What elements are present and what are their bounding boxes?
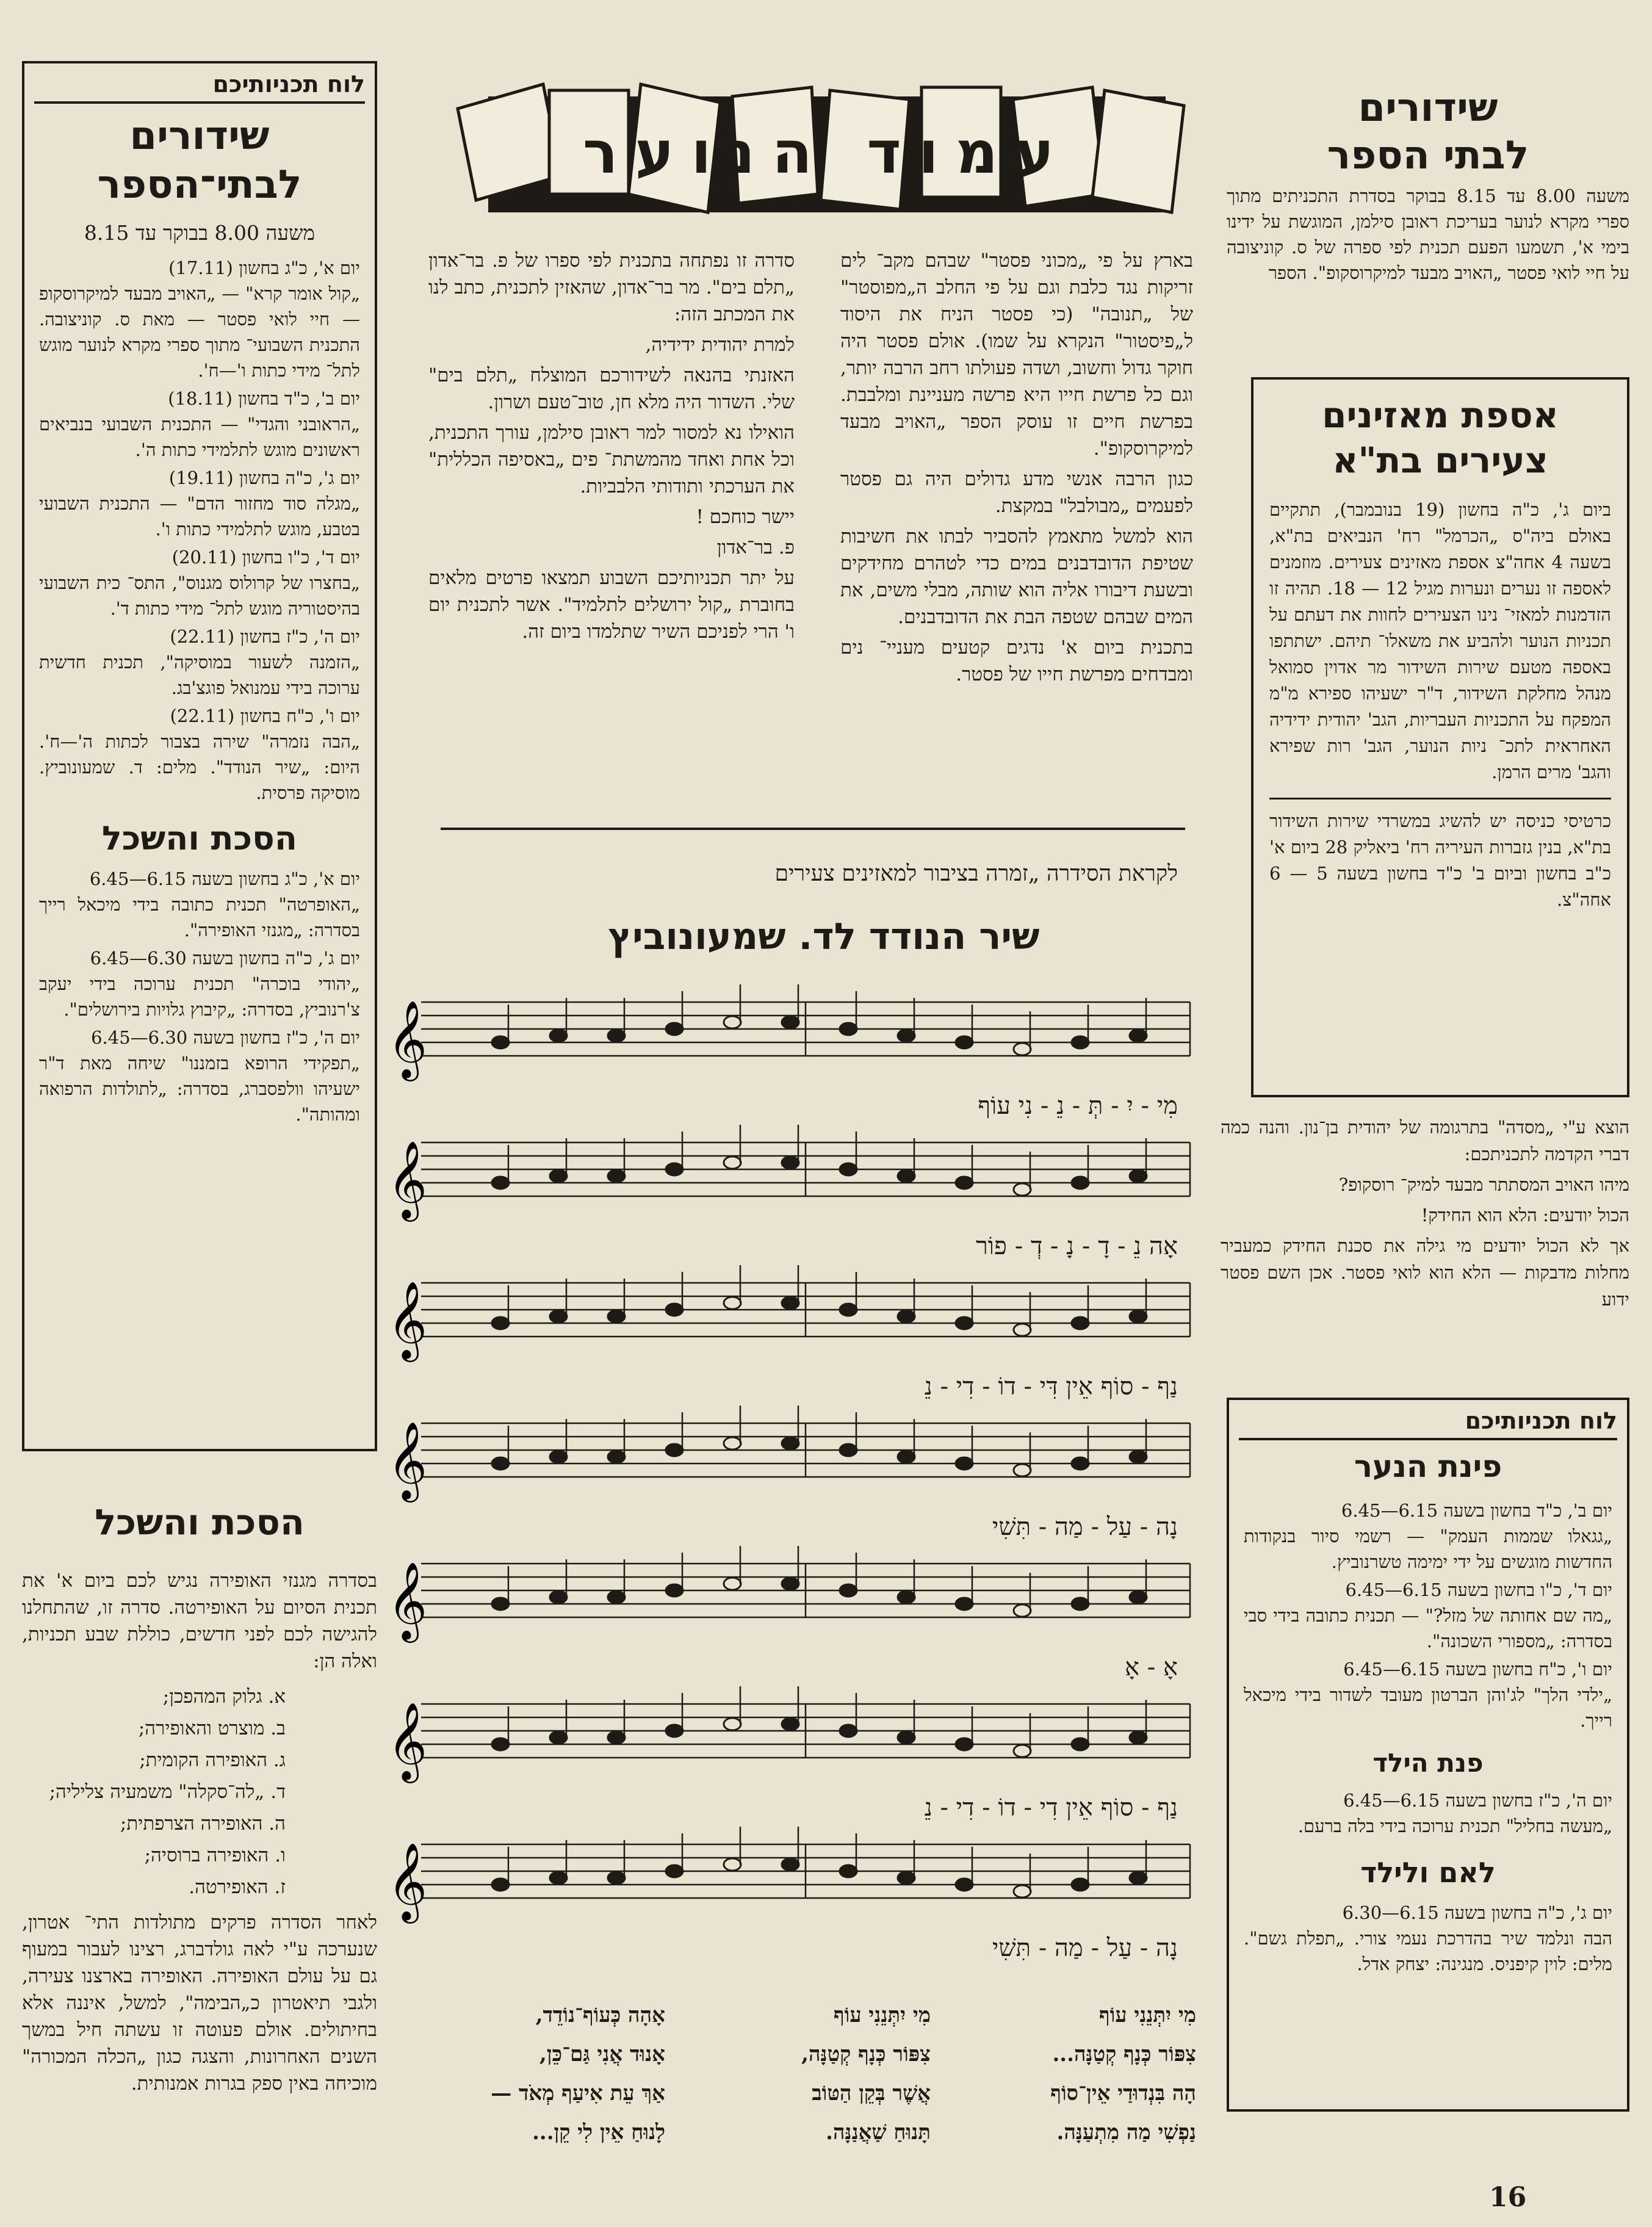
paragraph: על יתר תכניותיכם השבוע תמצאו פרטים מלאים בחוברת „קול ירושלים לתלמיד". אשר לתכנית יום ו' הרי לפניכם השיר שתלמדו ביום זה. <box>428 567 795 643</box>
song-verse <box>958 1996 1196 2179</box>
paragraph: אך לא הכול יודעים מי גילה את סכנת החידק כמעביר מחלות מדבקות — הלא הוא לואי פסטר. אכן השם פסטר ידוע <box>1221 1235 1629 1310</box>
music-note <box>782 1578 799 1590</box>
schedule-entry <box>1244 1788 1612 1839</box>
music-note <box>724 1437 741 1449</box>
haskit-intro: בסדרה מגנזי האופירה נגיש לכם ביום א' את תכנית הסיום על האופירטה. סדרה זו, שהתחלנו להגישה לכם לפני חדשים, כוללת שבע תכניות, ואלה הן: <box>22 1570 377 1672</box>
left-box-subheader: הסכת והשכל <box>102 819 297 857</box>
music-note <box>956 1457 973 1470</box>
music-note <box>666 1725 683 1737</box>
music-note <box>898 1310 915 1323</box>
music-note <box>898 1591 915 1603</box>
youth-corner-title: פינת הנער <box>1354 1449 1502 1484</box>
mother-child-entries <box>1244 1900 1612 1977</box>
music-note <box>550 1872 567 1884</box>
opera-program-item: ו. האופירה ברוסיה; <box>144 1844 286 1866</box>
music-note <box>782 1437 799 1449</box>
assembly-paragraph: ביום ג', כ"ה בחשון (19 בנובמבר), תתקיים באולם ביה"ס „הכרמל" רח' הנביאים בת"א, בשעה 4 אחה"צ אספת מאזינים צעירים. מוזמנים לאספה זו נערים ונערות מגיל 12 — 18. תהיה זו הזדמנות למאזי־ נינו הצעירים לחוות את דעתם על תכניות הנוער ולהביע את משאלו־ תיהם. ישתתפו באספה מטעם שירות השידור מר אדוין סמואל מנהל מחלקת השידור, ד"ר ישעיהו ספירא מ"מ המפקח על התכניות העבריות, הגב' יהודית ידידיה האחראית לתכ־ ניות הנוער, הגב' רות שפירא והגב' מרים הרמן. <box>1269 499 1612 782</box>
schedule-entry-text: „גגאלו שממות העמק" — רשמי סיור בנקודות החדשות מוגשים על ידי ימימה טשרנוביץ. <box>1244 1526 1612 1572</box>
paragraph: כגון הרבה אנשי מדע גדולים היה גם פסטר לפעמים „מבולבל" במקצת. <box>840 468 1193 517</box>
schedule-entry-date: יום ג', כ"ה בחשון (19.11) <box>168 467 360 488</box>
schedule-entry-date: יום ד', כ"ו בחשון (20.11) <box>171 547 360 568</box>
music-note <box>898 1731 915 1744</box>
music-note <box>1130 1170 1147 1182</box>
schedule-entry <box>39 1025 360 1127</box>
left-box-entries <box>39 255 360 806</box>
music-lyric-line: אָה נֵ - דָ - נָ - דְ - פוֹר <box>976 1232 1178 1260</box>
schedule-entry-text: „הראובני והגדי" — התכנית השבועי בנביאים ראשונים מוגש לתלמידי כתות ה'. <box>39 414 360 460</box>
schedule-entry <box>39 866 360 943</box>
left-box-time: משעה 8.00 בבוקר עד 8.15 <box>84 221 316 245</box>
schedule-entry-date: יום ד', כ"ו בחשון בשעה 6.15—6.45 <box>1345 1579 1612 1600</box>
music-note <box>550 1030 567 1042</box>
music-note <box>840 1444 857 1456</box>
schedule-entry-date: יום ג', כ"ה בחשון בשעה 6.30—6.45 <box>90 948 360 969</box>
paragraph: הכול יודעים: הלא הוא החידק! <box>1421 1205 1629 1225</box>
music-note <box>956 1317 973 1329</box>
schedule-entry <box>1244 1577 1612 1654</box>
music-note <box>1072 1036 1089 1049</box>
treble-clef-icon: 𝄞 <box>387 1561 427 1639</box>
schedule-entry <box>1244 1498 1612 1575</box>
music-note <box>956 1036 973 1049</box>
music-staff <box>388 1546 1190 1681</box>
opera-program-item: ב. מוצרט והאופירה; <box>138 1717 286 1739</box>
right-after-box <box>1221 1114 1629 1316</box>
schedule-entry-text: „יהודי בוכרה" תכנית ערוכה בידי יעקב צ'רנוביץ, בסדרה: „קיבוץ גלויות בירושלים". <box>39 973 360 1020</box>
center-article-col-b <box>428 247 795 818</box>
music-note <box>666 1163 683 1175</box>
paragraph: האזנתי בהנאה לשידורכם המוצלח „תלם בים" שלי. השדור היה מלא חן, טוב־טעם ושרון. <box>428 364 795 413</box>
schedule-entry-text: „האופרטה" תכנית כתובה בידי מיכאל רייך בסדרה: „מגנזי האופירה". <box>39 894 360 940</box>
paragraph: בארץ על פי „מכוני פסטר" שבהם מקב־ לים זריקות נגד כלבת וגם על פי החלב ה„מפוסטר" של „תנובה" (כי פסטר הניח את היסוד ל„פיסטור" הנקרא על שמו). אולם פסטר היה חוקר גדול וחשוב, ושדה פעולתו רחב הרבה יותר, וגם כל פרשת חייו היא פרשה מעניינת ומלבבת. בפרשת חיים זו עוסק הספר „האויב מבעד למיקרוסקופ". <box>840 250 1193 460</box>
schedule-entry-text: „ילדי הלך" לג'והן הברטון מעובד לשדור בידי מיכאל רייך. <box>1244 1684 1612 1731</box>
left-box-title-1: שידורים <box>129 114 270 159</box>
treble-clef-icon: 𝄞 <box>387 1842 427 1920</box>
music-note <box>898 1451 915 1463</box>
schedule-entry-date: יום ו', כ"ח בחשון (22.11) <box>170 706 360 726</box>
left-box-title-2: לבתי־הספר <box>97 162 302 208</box>
paragraph: בתכנית ביום א' נדגים קטעים מעניי־ נים ומבדחים מפרשת חייו של פסטר. <box>840 637 1193 685</box>
schedule-entry-date: יום א', כ"ג בחשון (17.11) <box>168 258 360 278</box>
music-note <box>1014 1183 1031 1196</box>
left-box-header: לוח תכניותיכם <box>34 71 365 104</box>
page-number: 16 <box>1489 2182 1527 2213</box>
child-corner-title: פנת הילד <box>1372 1748 1484 1778</box>
music-note <box>1072 1879 1089 1891</box>
schedule-entry-date: יום ב', כ"ד בחשון (18.11) <box>168 388 360 409</box>
child-corner-entries <box>1244 1788 1612 1839</box>
music-note <box>550 1310 567 1323</box>
music-note <box>1072 1177 1089 1189</box>
music-note <box>840 1163 857 1175</box>
opera-program-item: ג. האופירה הקומית; <box>139 1749 286 1771</box>
schedule-entry-date: יום ה', כ"ז בחשון בשעה 6.30—6.45 <box>91 1027 360 1048</box>
music-note <box>898 1030 915 1042</box>
schedule-entry-text: הבה ונלמד שיר בהדרכת נעמי צורי. „תפלת גשם". מלים: לוין קיפניס. מנגינה: יצחק אדל. <box>1244 1928 1612 1974</box>
assembly-tickets: כרטיסי כניסה יש להשיג במשרדי שירות השידור בת"א, בנין גזברות העיריה רח' ביאליק 28 ביום א' כ"ב בחשון וביום ב' כ"ד בחשון בשעה 5 — 6 אחה"צ. <box>1269 810 1612 910</box>
music-note <box>608 1170 625 1182</box>
music-note <box>1014 1745 1031 1757</box>
music-note <box>1072 1598 1089 1610</box>
paragraph: פ. בר־אדון <box>716 536 795 558</box>
treble-clef-icon: 𝄞 <box>387 1421 427 1499</box>
song-verse <box>693 1996 931 2179</box>
haskit-title: הסכת והשכל <box>95 1501 305 1543</box>
music-note <box>1130 1591 1147 1603</box>
music-staff <box>388 1686 1190 1822</box>
opera-program-list <box>22 1681 286 1903</box>
music-note <box>1072 1738 1089 1750</box>
music-note <box>608 1030 625 1042</box>
song-verse-line: צִפּוֹר כְּנָף קְטַנָּה, <box>801 2042 931 2066</box>
youth-corner-entries <box>1244 1498 1612 1733</box>
music-note <box>724 1157 741 1169</box>
music-note <box>1130 1310 1147 1323</box>
music-note <box>666 1584 683 1597</box>
music-note <box>956 1598 973 1610</box>
song-verse-line: מִי יִתְּנֵנִי עוֹף <box>1099 2003 1196 2027</box>
schedule-entry <box>39 386 360 463</box>
music-note <box>492 1598 509 1610</box>
music-note <box>492 1879 509 1891</box>
song-verse-line: מִי יִתְּנֵנִי עוֹף <box>834 2003 931 2027</box>
schedule-entry-text: „תפקידי הרופא בזמננו" שיחה מאת ד"ר ישעיהו וולפסברג, בסדרה: „לתולדות הרפואה ומהותה". <box>39 1053 360 1125</box>
music-note <box>782 1157 799 1169</box>
paragraph: הואילו נא למסור למר ראובן סילמן, עורך התכנית, וכל אחת ואחד מהמשתת־ פים „באסיפה הכללית" את הערכתי ותודותי הלבביות. <box>428 422 795 497</box>
schedule-entry <box>39 255 360 383</box>
schedule-entry-text: „מעשה בחליל" תכנית ערוכה בידי בלה ברעם. <box>1297 1816 1612 1836</box>
song-verse-line: צִפּוֹר כְּנָף קְטַנָּה... <box>1052 2042 1196 2066</box>
logo-youth-page <box>452 72 1202 237</box>
music-note <box>550 1451 567 1463</box>
music-note <box>956 1738 973 1750</box>
schedule-entry <box>39 624 360 701</box>
music-note <box>666 1304 683 1316</box>
music-note <box>608 1872 625 1884</box>
music-note <box>608 1731 625 1744</box>
song-title: שיר הנודד לד. שמעונוביץ <box>608 915 1040 958</box>
music-note <box>666 1023 683 1035</box>
treble-clef-icon: 𝄞 <box>387 1702 427 1780</box>
center-article-col-a <box>840 247 1193 818</box>
music-note <box>608 1310 625 1323</box>
treble-clef-icon: 𝄞 <box>387 1140 427 1218</box>
paragraph: הוא למשל מתאמץ להסביר לבתו את חשיבות שטיפת הדובדבנים במים כדי לטהרם מחידקים ובשעת דיבורו אליה הוא שותה, מבלי משים, את המים שבהם שטפה הבת את הדובדבנים. <box>840 525 1193 628</box>
music-note <box>724 1858 741 1871</box>
right-intro: משעה 8.00 עד 8.15 בבוקר בסדרת התכניתים מתוך ספרי מקרא לנוער בעריכת ראובן סילמן, המוגשת על ידינו בימי א', תשמעו הפעם תכנית לפי ספרה של ס. קוניצובה על חיי לואי פסטר „האויב מבעד למיקרוסקופ". הספר <box>1227 186 1629 283</box>
paragraph: סדרה זו נפתחה בתכנית לפי ספרו של פ. בר־אדון „תלם בים". מר בר־אדון, שהאזין לתכנית, כתב לנו את המכתב הזה: <box>428 250 795 325</box>
schedule-entry-text: „מה שם אחותה של מזל?" — תכנית כתובה בידי סבי בסדרה: „מספורי השכונה". <box>1244 1605 1612 1651</box>
opera-program-item: ד. „לה־סקלה" משמעיה צליליה; <box>49 1781 286 1803</box>
opera-program-item: ז. האופירטה. <box>189 1876 286 1898</box>
schedule-entry-date: יום ב', כ"ד בחשון בשעה 6.15—6.45 <box>1341 1500 1612 1521</box>
music-note <box>782 1858 799 1871</box>
song-verse-line: הָה בִּנְדוּדַי אֵין־סוֹף <box>1050 2081 1196 2106</box>
paragraph: יישר כוחכם ! <box>696 506 795 528</box>
music-note <box>492 1457 509 1470</box>
right-title-1: שידורים <box>1358 85 1498 131</box>
left-schedule-box <box>22 61 377 1451</box>
opera-program-item: ה. האופירה הצרפתית; <box>120 1813 286 1835</box>
schedule-entry-text: „בחצרו של קרולוס מגנוס", התס־ כית השבועי בהיסטוריה מוגש לתל־ מידי כתות ד'. <box>39 572 360 619</box>
music-note <box>492 1036 509 1049</box>
music-note <box>666 1444 683 1456</box>
music-lyric-line: נַף - סוֹף אֵין דִּי - דוֹ - דִי - נֵ <box>924 1373 1178 1401</box>
music-staff <box>388 1125 1190 1260</box>
song-verse-line: אָנוּד אֲנִי גַּם־כֵּן, <box>539 2042 665 2066</box>
song-verse-line: אָהָה כְּעוֹף־נוֹדֵד, <box>535 2003 665 2027</box>
music-note <box>724 1718 741 1730</box>
music-lyric-line: מִי - יִ - תְּ - נֵ - נִי עוֹף <box>978 1092 1178 1120</box>
music-note <box>1014 1604 1031 1617</box>
music-staff <box>388 984 1190 1120</box>
schedule-entry-text: „הבה נזמרה" שירה בצבור לכתות ה'—ח'. היום: „שיר הנודד". מלים: ד. שמעונוביץ. מוסיקה פרסית. <box>39 731 360 803</box>
song-verse-line: נַפְשִׁי מַה מִתְעַנָּה. <box>1056 2120 1196 2145</box>
music-note <box>550 1591 567 1603</box>
music-note <box>666 1865 683 1877</box>
schedule-entry <box>39 544 360 621</box>
song-verse-line: תָּנוּחַ שַׁאֲנַנָּה. <box>826 2120 931 2145</box>
music-note <box>840 1023 857 1035</box>
music-note <box>782 1016 799 1028</box>
music-lyric-line: אָ - אָ <box>1125 1653 1178 1681</box>
paragraph: מיהו האויב המסתתר מבעד למיק־ רוסקופ? <box>1338 1174 1629 1195</box>
music-note <box>1130 1731 1147 1744</box>
music-staff <box>388 1406 1190 1541</box>
music-note <box>1014 1885 1031 1897</box>
music-note <box>724 1016 741 1028</box>
schedule-entry-date: יום ה', כ"ז בחשון (22.11) <box>170 626 360 647</box>
music-note <box>782 1297 799 1309</box>
center-divider <box>441 828 1185 830</box>
schedule-entry-text: „הזמנה לשעור במוסיקה", תכנית חדשית ערוכה בידי עמנואל פוגצ'בג. <box>39 652 360 698</box>
sheet-music <box>387 983 1202 1965</box>
music-note <box>956 1879 973 1891</box>
song-verse <box>427 1996 665 2179</box>
music-note <box>550 1731 567 1744</box>
music-note <box>1014 1043 1031 1055</box>
youth-corner-box <box>1227 1398 1629 2112</box>
treble-clef-icon: 𝄞 <box>387 1280 427 1359</box>
schedule-entry-date: יום ג', כ"ה בחשון בשעה 6.15—6.30 <box>1342 1902 1612 1923</box>
young-listeners-assembly-box <box>1251 377 1629 1097</box>
schedule-entry-text: „מגלה סוד מחזור הדם" — התכנית השבועי בטבע, מוגש לתלמידי כתות ו'. <box>39 493 360 540</box>
logo-books-graphic <box>452 72 1202 237</box>
left-box-sub-entries <box>39 866 360 1127</box>
youth-box-header: לוח תכניותיכם <box>1239 1407 1617 1440</box>
music-note <box>1130 1451 1147 1463</box>
song-verses <box>427 1996 1196 2179</box>
haskit-article <box>22 1501 377 2185</box>
music-lyric-line: נָה - עַל - מַה - תִּשִׁי <box>992 1934 1178 1962</box>
haskit-outro: לאחר הסדרה פרקים מתולדות התי־ אטרון, שנערכה ע"י לאה גולדברג, רצינו לעבור במעוף גם על עולם האופירה. האופירה בארצנו צעירה, ולגבי תיאטרון כ„הבימה", למשל, איננה אלא בחיתולים. אולם פעוטה זו עשתה חיל במשך השנים האחרונות, והצגה כגון „הכלה המכורה" מוכיחה באין ספק בגרות אמנותית. <box>22 1911 377 2095</box>
paragraph: הוצא ע"י „מסדה" בתרגומה של יהודית בן־נון. והנה כמה דברי הקדמה לתכניתכם: <box>1221 1117 1629 1164</box>
music-note <box>840 1725 857 1737</box>
song-verse-line: לָנוּחַ אֵין לִי קֵן... <box>532 2120 665 2145</box>
music-staff <box>388 1265 1190 1401</box>
assembly-title-1: אספת מאזינים <box>1322 394 1559 436</box>
schedule-entry-text: „קול אומר קרא" — „האויב מבעד למיקרוסקופ — חיי לואי פסטר — מאת ס. קוניצובה. התכנית השבועי־ מתוך ספרי מקרא לנוער מוגש לתל־ מידי כתות ו'—ח'. <box>39 283 360 381</box>
music-staff <box>388 1827 1190 1962</box>
music-note <box>956 1177 973 1189</box>
music-note <box>898 1170 915 1182</box>
schedule-entry <box>1244 1900 1612 1977</box>
mother-child-title: לאם ולילד <box>1360 1856 1496 1889</box>
schedule-entry <box>39 703 360 806</box>
schedule-entry-date: יום א', כ"ג בחשון בשעה 6.15—6.45 <box>89 868 360 889</box>
music-note <box>492 1177 509 1189</box>
song-intro: לקראת הסידרה „זמרה בציבור למאזינים צעירים <box>774 861 1178 886</box>
opera-program-item: א. גלוק המהפכן; <box>162 1686 286 1708</box>
song-verse-line: אֲשֶׁר בְּקֵן הַטּוֹב <box>812 2081 931 2106</box>
music-note <box>724 1578 741 1590</box>
music-lyric-line: נָה - עַל - מַה - תִּשִׁי <box>992 1513 1178 1541</box>
music-note <box>1014 1324 1031 1336</box>
music-note <box>550 1170 567 1182</box>
music-note <box>492 1738 509 1750</box>
music-note <box>1072 1317 1089 1329</box>
music-note <box>608 1591 625 1603</box>
music-note <box>492 1317 509 1329</box>
music-note <box>840 1304 857 1316</box>
music-lyric-line: נַף - סוֹף אֵין דִי - דוֹ - דִי - נֵ <box>924 1794 1178 1822</box>
schedule-entry <box>39 465 360 542</box>
treble-clef-icon: 𝄞 <box>387 1000 427 1078</box>
paragraph: למרת יהודית ידידיה, <box>645 334 795 356</box>
music-note <box>1014 1464 1031 1476</box>
song-verse-line: אַךְ עֵת אִיעַף מְאֹד — <box>491 2081 665 2106</box>
right-title-2: לבתי הספר <box>1327 133 1529 178</box>
music-note <box>898 1872 915 1884</box>
music-note <box>1072 1457 1089 1470</box>
music-note <box>840 1584 857 1597</box>
schedule-entry-date: יום ו', כ"ח בחשון בשעה 6.15—6.45 <box>1343 1659 1612 1680</box>
music-note <box>608 1451 625 1463</box>
music-note <box>782 1718 799 1730</box>
schedule-entry <box>1244 1656 1612 1733</box>
schedule-entry-date: יום ה', כ"ז בחשון בשעה 6.15—6.45 <box>1343 1790 1612 1811</box>
music-note <box>1130 1030 1147 1042</box>
music-note <box>724 1297 741 1309</box>
logo-text: עמוד הנוער <box>582 118 1072 187</box>
music-note <box>840 1865 857 1877</box>
music-note <box>1130 1872 1147 1884</box>
schedule-entry <box>39 945 360 1022</box>
assembly-title-2: צעירים בת"א <box>1332 439 1548 481</box>
